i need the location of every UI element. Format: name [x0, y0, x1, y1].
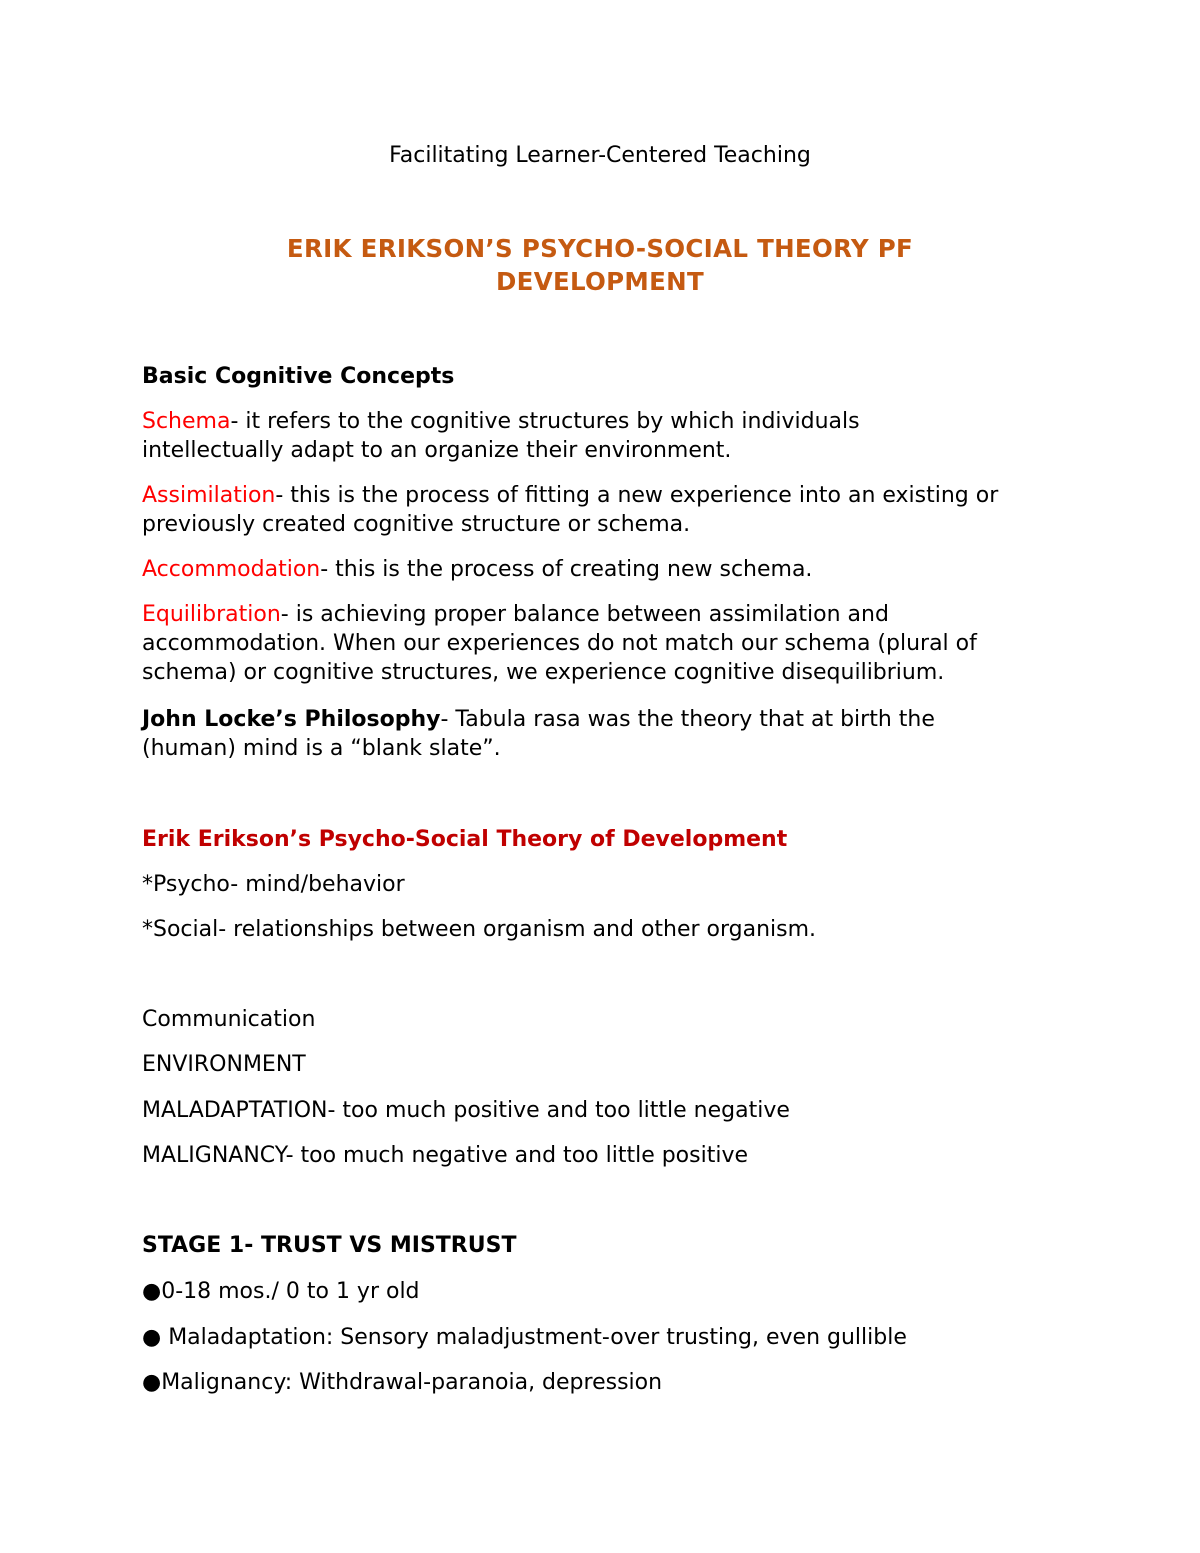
- stage1-heading: STAGE 1- TRUST VS MISTRUST: [142, 1233, 517, 1258]
- schema-text-1: - it refers to the cognitive structures by which individuals: [230, 409, 860, 434]
- locke-text-1: - Tabula rasa was the theory that at birth the: [440, 707, 935, 732]
- social-definition: *Social- relationships between organism and other organism.: [142, 917, 817, 942]
- communication-term: Communication: [142, 1007, 316, 1032]
- psycho-definition: *Psycho- mind/behavior: [142, 872, 405, 897]
- equilibration-paragraph: [142, 600, 1082, 687]
- assimilation-paragraph: [142, 481, 1082, 539]
- theory-heading: Erik Erikson’s Psycho-Social Theory of Development: [142, 827, 788, 852]
- assimilation-text-1: - this is the process of fitting a new experience into an existing or: [275, 483, 999, 508]
- stage1-maladaptation-bullet: ● Maladaptation: Sensory maladjustment-over trusting, even gullible: [142, 1325, 907, 1350]
- locke-paragraph: [142, 705, 1082, 763]
- accommodation-term: Accommodation: [142, 557, 321, 582]
- equilibration-text-1: - is achieving proper balance between assimilation and: [280, 602, 889, 627]
- equilibration-text-3: schema) or cognitive structures, we experience cognitive disequilibrium.: [142, 660, 945, 685]
- stage1-malignancy-bullet: ●Malignancy: Withdrawal-paranoia, depression: [142, 1370, 663, 1395]
- malignancy-definition: MALIGNANCY- too much negative and too little positive: [142, 1143, 749, 1168]
- document-header: Facilitating Learner-Centered Teaching: [389, 143, 811, 168]
- document-title: [200, 232, 1000, 298]
- assimilation-term: Assimilation: [142, 483, 276, 508]
- environment-term: ENVIRONMENT: [142, 1052, 306, 1077]
- locke-text-2: (human) mind is a “blank slate”.: [142, 736, 501, 761]
- equilibration-term: Equilibration: [142, 602, 281, 627]
- maladaptation-definition: MALADAPTATION- too much positive and too little negative: [142, 1098, 790, 1123]
- schema-text-2: intellectually adapt to an organize their environment.: [142, 438, 732, 463]
- stage1-age-bullet: ●0-18 mos./ 0 to 1 yr old: [142, 1279, 420, 1304]
- title-line-2: DEVELOPMENT: [496, 267, 704, 296]
- accommodation-text-1: - this is the process of creating new schema.: [320, 557, 813, 582]
- accommodation-paragraph: [142, 555, 1082, 584]
- assimilation-text-2: previously created cognitive structure or schema.: [142, 512, 691, 537]
- locke-term: John Locke’s Philosophy: [142, 707, 441, 732]
- schema-term: Schema: [142, 409, 231, 434]
- title-line-1: ERIK ERIKSON’S PSYCHO-SOCIAL THEORY PF: [286, 234, 914, 263]
- schema-paragraph: [142, 407, 1082, 465]
- basic-concepts-heading: Basic Cognitive Concepts: [142, 364, 455, 389]
- equilibration-text-2: accommodation. When our experiences do not match our schema (plural of: [142, 631, 977, 656]
